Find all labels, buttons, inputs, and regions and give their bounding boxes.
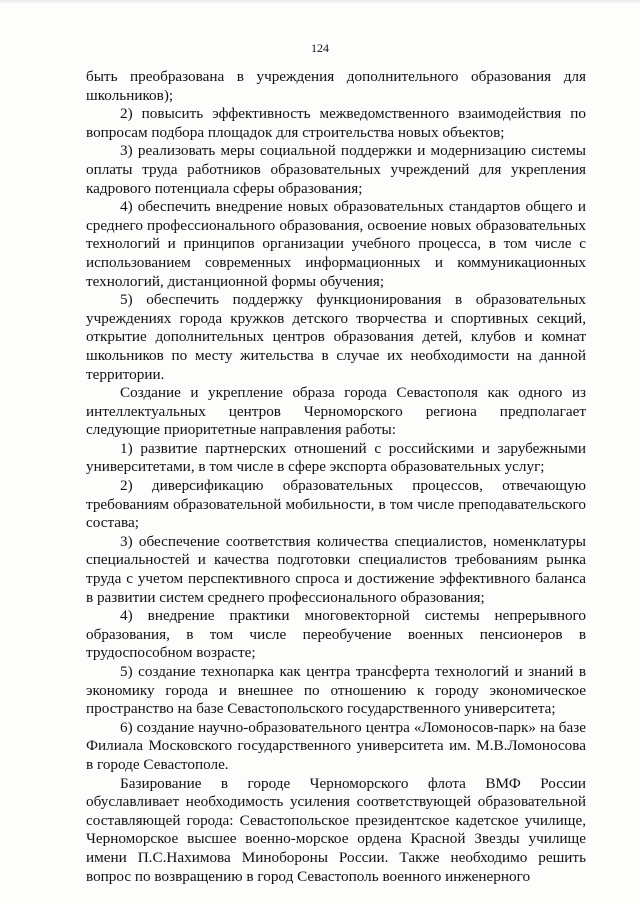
- list-item-partnerships: 1) развитие партнерских отношений с российскими и зарубежными университетами, в том числе в сфере экспорта образовательных услуг;: [86, 439, 586, 476]
- document-body: [86, 68, 586, 886]
- list-item-technopark: 5) создание технопарка как центра трансферта технологий и знаний в экономику города и внешнее по отношению к городу экономическое пространство на базе Севастопольского государственного университета;: [86, 663, 586, 718]
- list-item-education-standards: 4) обеспечить внедрение новых образовательных стандартов общего и среднего профессионального образования, освоение новых образовательных технологий и принципов организации учебного процесса, в том числе с использованием современных информационных и коммуникационных технологий, дистанционной формы обучения;: [86, 198, 586, 290]
- paragraph-continuation: быть преобразована в учреждения дополнительного образования для школьников);: [86, 68, 586, 104]
- list-item-interagency: 2) повысить эффективность межведомственного взаимодействия по вопросам подбора площадок для строительства новых объектов;: [86, 105, 586, 141]
- page-number: 124: [311, 41, 329, 55]
- paragraph-black-sea-fleet: Базирование в городе Черноморского флота ВМФ России обуславливает необходимость усиления соответствующей образовательной составляющей города: Севастопольское президентское кадетское училище, Черноморское высшее военно-морское ордена Красной Звезды училище имени П.С.Нахимова Минобороны России. Также необходимо решить вопрос по возвращению в город Севастополь военного инженерного: [86, 774, 586, 885]
- list-item-continuous-education: 4) внедрение практики многовекторной системы непрерывного образования, в том числе переобучение военных пенсионеров в трудоспособном возрасте;: [86, 607, 586, 662]
- paragraph-intellectual-center: Создание и укрепление образа города Севастополя как одного из интеллектуальных центров Черноморского региона предполагает следующие приоритетные направления работы:: [86, 384, 586, 439]
- list-item-social-support: 3) реализовать меры социальной поддержки и модернизацию системы оплаты труда работников образовательных учреждений для укрепления кадрового потенциала сферы образования;: [86, 142, 586, 197]
- scan-edge-shadow: [0, 0, 640, 4]
- list-item-specialists: 3) обеспечение соответствия количества специалистов, номенклатуры специальностей и качества подготовки специалистов требованиям рынка труда с учетом перспективного спроса и достижение эффективного баланса в развитии систем среднего профессионального образования;: [86, 532, 586, 606]
- list-item-children-clubs: 5) обеспечить поддержку функционирования в образовательных учреждениях города кружков детского творчества и спортивных секций, открытие дополнительных центров образования детей, клубов и комнат школьников по месту жительства в случае их необходимости на данной территории.: [86, 291, 586, 383]
- list-item-diversification: 2) диверсификацию образовательных процессов, отвечающую требованиям образовательной мобильности, в том числе преподавательского состава;: [86, 477, 586, 532]
- list-item-lomonosov-park: 6) создание научно-образовательного центра «Ломоносов-парк» на базе Филиала Московского государственного университета им. М.В.Ломоносова в городе Севастополе.: [86, 718, 586, 773]
